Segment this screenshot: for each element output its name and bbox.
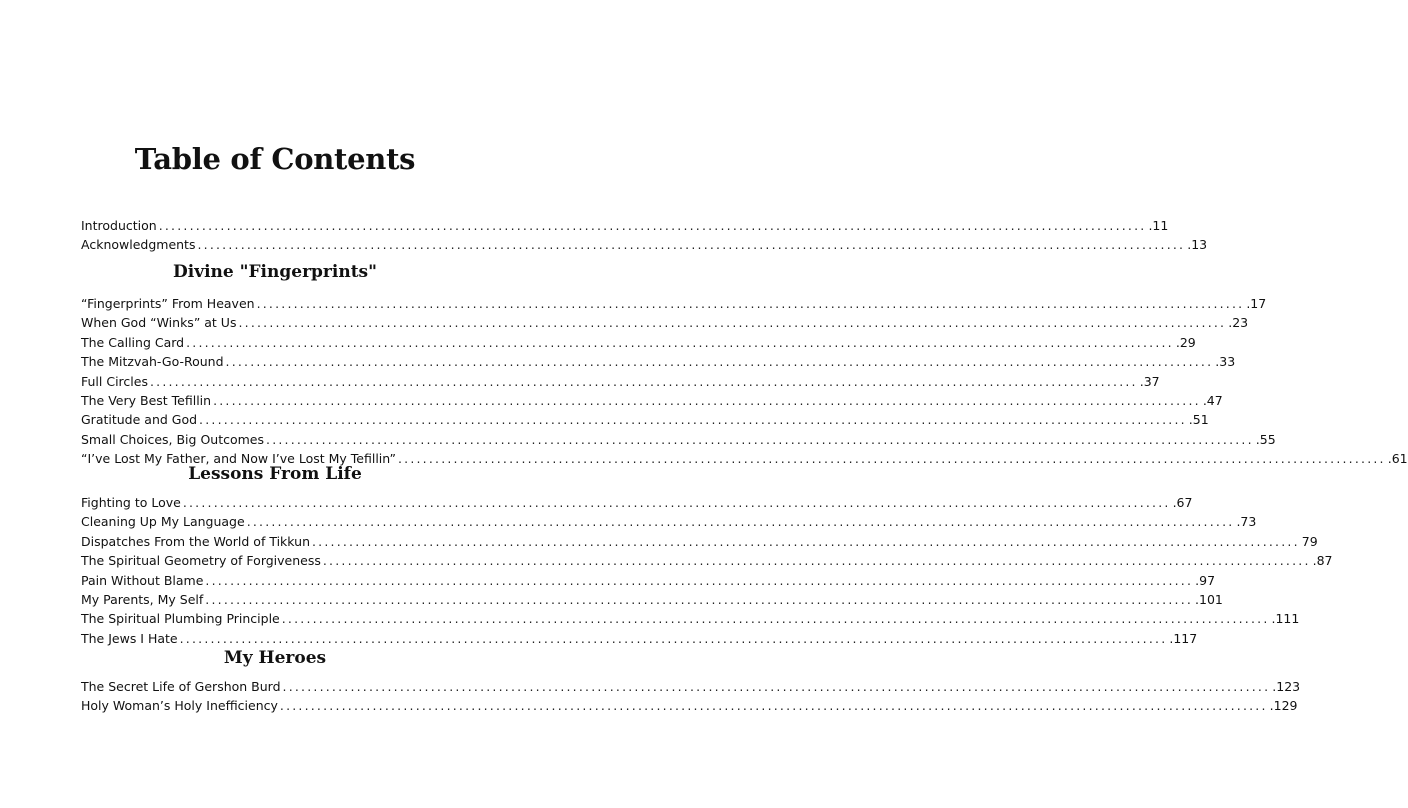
toc-entry-title: The Spiritual Geometry of Forgiveness	[81, 553, 321, 569]
toc-entry	[81, 609, 1300, 628]
toc-entry-page-number: .73	[1236, 514, 1257, 530]
section-heading-my-heroes: My Heroes	[223, 648, 327, 668]
toc-entry	[81, 430, 1276, 449]
section-heading-divine-fingerprints: Divine "Fingerprints"	[173, 262, 377, 282]
toc-entry-page-number: .111	[1271, 611, 1300, 627]
toc-entry	[81, 696, 1298, 715]
toc-entry-title: Introduction	[81, 218, 157, 233]
toc-entry-page-number: .97	[1195, 572, 1216, 588]
toc-entry	[81, 333, 1196, 352]
toc-entry	[81, 235, 1208, 254]
toc-entry-page-number: .129	[1269, 698, 1298, 714]
toc-entry-page-number: .117	[1169, 630, 1198, 646]
dot-leader: ................................................................................................................................................................	[312, 533, 1300, 549]
dot-leader: ................................................................................................................................................................	[182, 495, 1171, 510]
toc-entry-page-number: .37	[1139, 373, 1160, 389]
dot-leader: ................................................................................................................................................................	[246, 514, 1235, 530]
section-list-lessons-from-life	[81, 493, 1333, 648]
toc-entry-page-number: .101	[1195, 591, 1223, 607]
toc-entry-page-number: .13	[1187, 237, 1208, 253]
toc-entry-page-number: .23	[1228, 315, 1249, 331]
section-list-divine-fingerprints	[81, 294, 1408, 469]
toc-entry-title: The Jews I Hate	[81, 630, 178, 646]
toc-entry	[81, 571, 1216, 590]
page-title: Table of Contents	[134, 142, 416, 176]
toc-entry-title: Cleaning Up My Language	[81, 514, 245, 530]
toc-entry-title: The Mitzvah-Go-Round	[81, 354, 224, 370]
toc-entry-title: The Spiritual Plumbing Principle	[81, 611, 280, 627]
toc-entry-title: Gratitude and God	[81, 412, 198, 428]
toc-entry	[81, 372, 1160, 391]
dot-leader: ................................................................................................................................................................	[225, 354, 1214, 370]
toc-entry-title: My Parents, My Self	[81, 591, 204, 607]
dot-leader: ................................................................................................................................................................	[213, 392, 1201, 408]
dot-leader: ................................................................................................................................................................	[205, 572, 1194, 588]
toc-entry-title: When God “Winks” at Us	[81, 315, 237, 331]
toc-entry	[81, 313, 1249, 332]
toc-entry-page-number: .33	[1215, 354, 1236, 370]
toc-entry	[81, 532, 1318, 551]
toc-entry-title: Acknowledgments	[81, 237, 196, 253]
dot-leader: ................................................................................................................................................................	[256, 296, 1245, 311]
front-matter-list	[81, 216, 1208, 255]
toc-entry-page-number: .55	[1255, 431, 1276, 447]
dot-leader: ................................................................................................................................................................	[199, 412, 1187, 428]
toc-entry-title: Small Choices, Big Outcomes	[81, 431, 265, 447]
dot-leader: ................................................................................................................................................................	[266, 431, 1254, 447]
dot-leader: ................................................................................................................................................................	[158, 218, 1147, 233]
dot-leader: ................................................................................................................................................................	[279, 698, 1268, 714]
toc-entry-page-number: .11	[1148, 218, 1169, 233]
dot-leader: ................................................................................................................................................................	[397, 451, 1386, 467]
toc-entry	[81, 512, 1257, 531]
dot-leader: ................................................................................................................................................................	[197, 237, 1186, 253]
toc-entry-title: Pain Without Blame	[81, 572, 204, 588]
toc-entry	[81, 216, 1169, 235]
toc-entry	[81, 677, 1301, 696]
dot-leader: ................................................................................................................................................................	[322, 553, 1311, 569]
toc-entry-page-number: .123	[1272, 679, 1301, 694]
toc-entry-title: Full Circles	[81, 373, 148, 389]
dot-leader: ................................................................................................................................................................	[238, 315, 1227, 331]
toc-entry	[81, 352, 1236, 371]
toc-entry-page-number: .87	[1312, 553, 1333, 569]
dot-leader: ................................................................................................................................................................	[179, 630, 1168, 646]
toc-entry-title: Holy Woman’s Holy Inefficiency	[81, 698, 278, 714]
toc-entry	[81, 629, 1198, 648]
section-heading-lessons-from-life: Lessons From Life	[188, 464, 362, 484]
toc-entry-title: The Calling Card	[81, 334, 185, 350]
toc-entry	[81, 391, 1223, 410]
section-list-my-heroes	[81, 677, 1301, 716]
toc-entry	[81, 294, 1267, 313]
toc-entry-page-number: .51	[1188, 412, 1209, 428]
dot-leader: ................................................................................................................................................................	[205, 591, 1194, 607]
toc-entry	[81, 590, 1223, 609]
toc-entry-page-number: .17	[1246, 296, 1267, 311]
dot-leader: ................................................................................................................................................................	[186, 334, 1174, 350]
toc-entry-page-number: .61	[1387, 451, 1408, 467]
toc-entry	[81, 551, 1333, 570]
toc-entry-page-number: .67	[1172, 495, 1193, 510]
toc-entry-page-number: .47	[1202, 392, 1223, 408]
toc-entry-title: The Secret Life of Gershon Burd	[81, 679, 281, 694]
dot-leader: ................................................................................................................................................................	[149, 373, 1138, 389]
toc-entry	[81, 410, 1209, 429]
toc-entry-title: Dispatches From the World of Tikkun	[81, 533, 310, 549]
toc-entry	[81, 493, 1193, 512]
toc-entry-page-number: .29	[1175, 334, 1196, 350]
toc-entry-page-number: 79	[1301, 533, 1318, 549]
toc-entry-title: “I’ve Lost My Father, and Now I’ve Lost My Tefillin”	[81, 451, 396, 467]
toc-entry-title: The Very Best Tefillin	[81, 392, 212, 408]
toc-entry-title: “Fingerprints” From Heaven	[81, 296, 255, 311]
dot-leader: ................................................................................................................................................................	[282, 679, 1271, 694]
toc-entry-title: Fighting to Love	[81, 495, 181, 510]
dot-leader: ................................................................................................................................................................	[281, 611, 1270, 627]
